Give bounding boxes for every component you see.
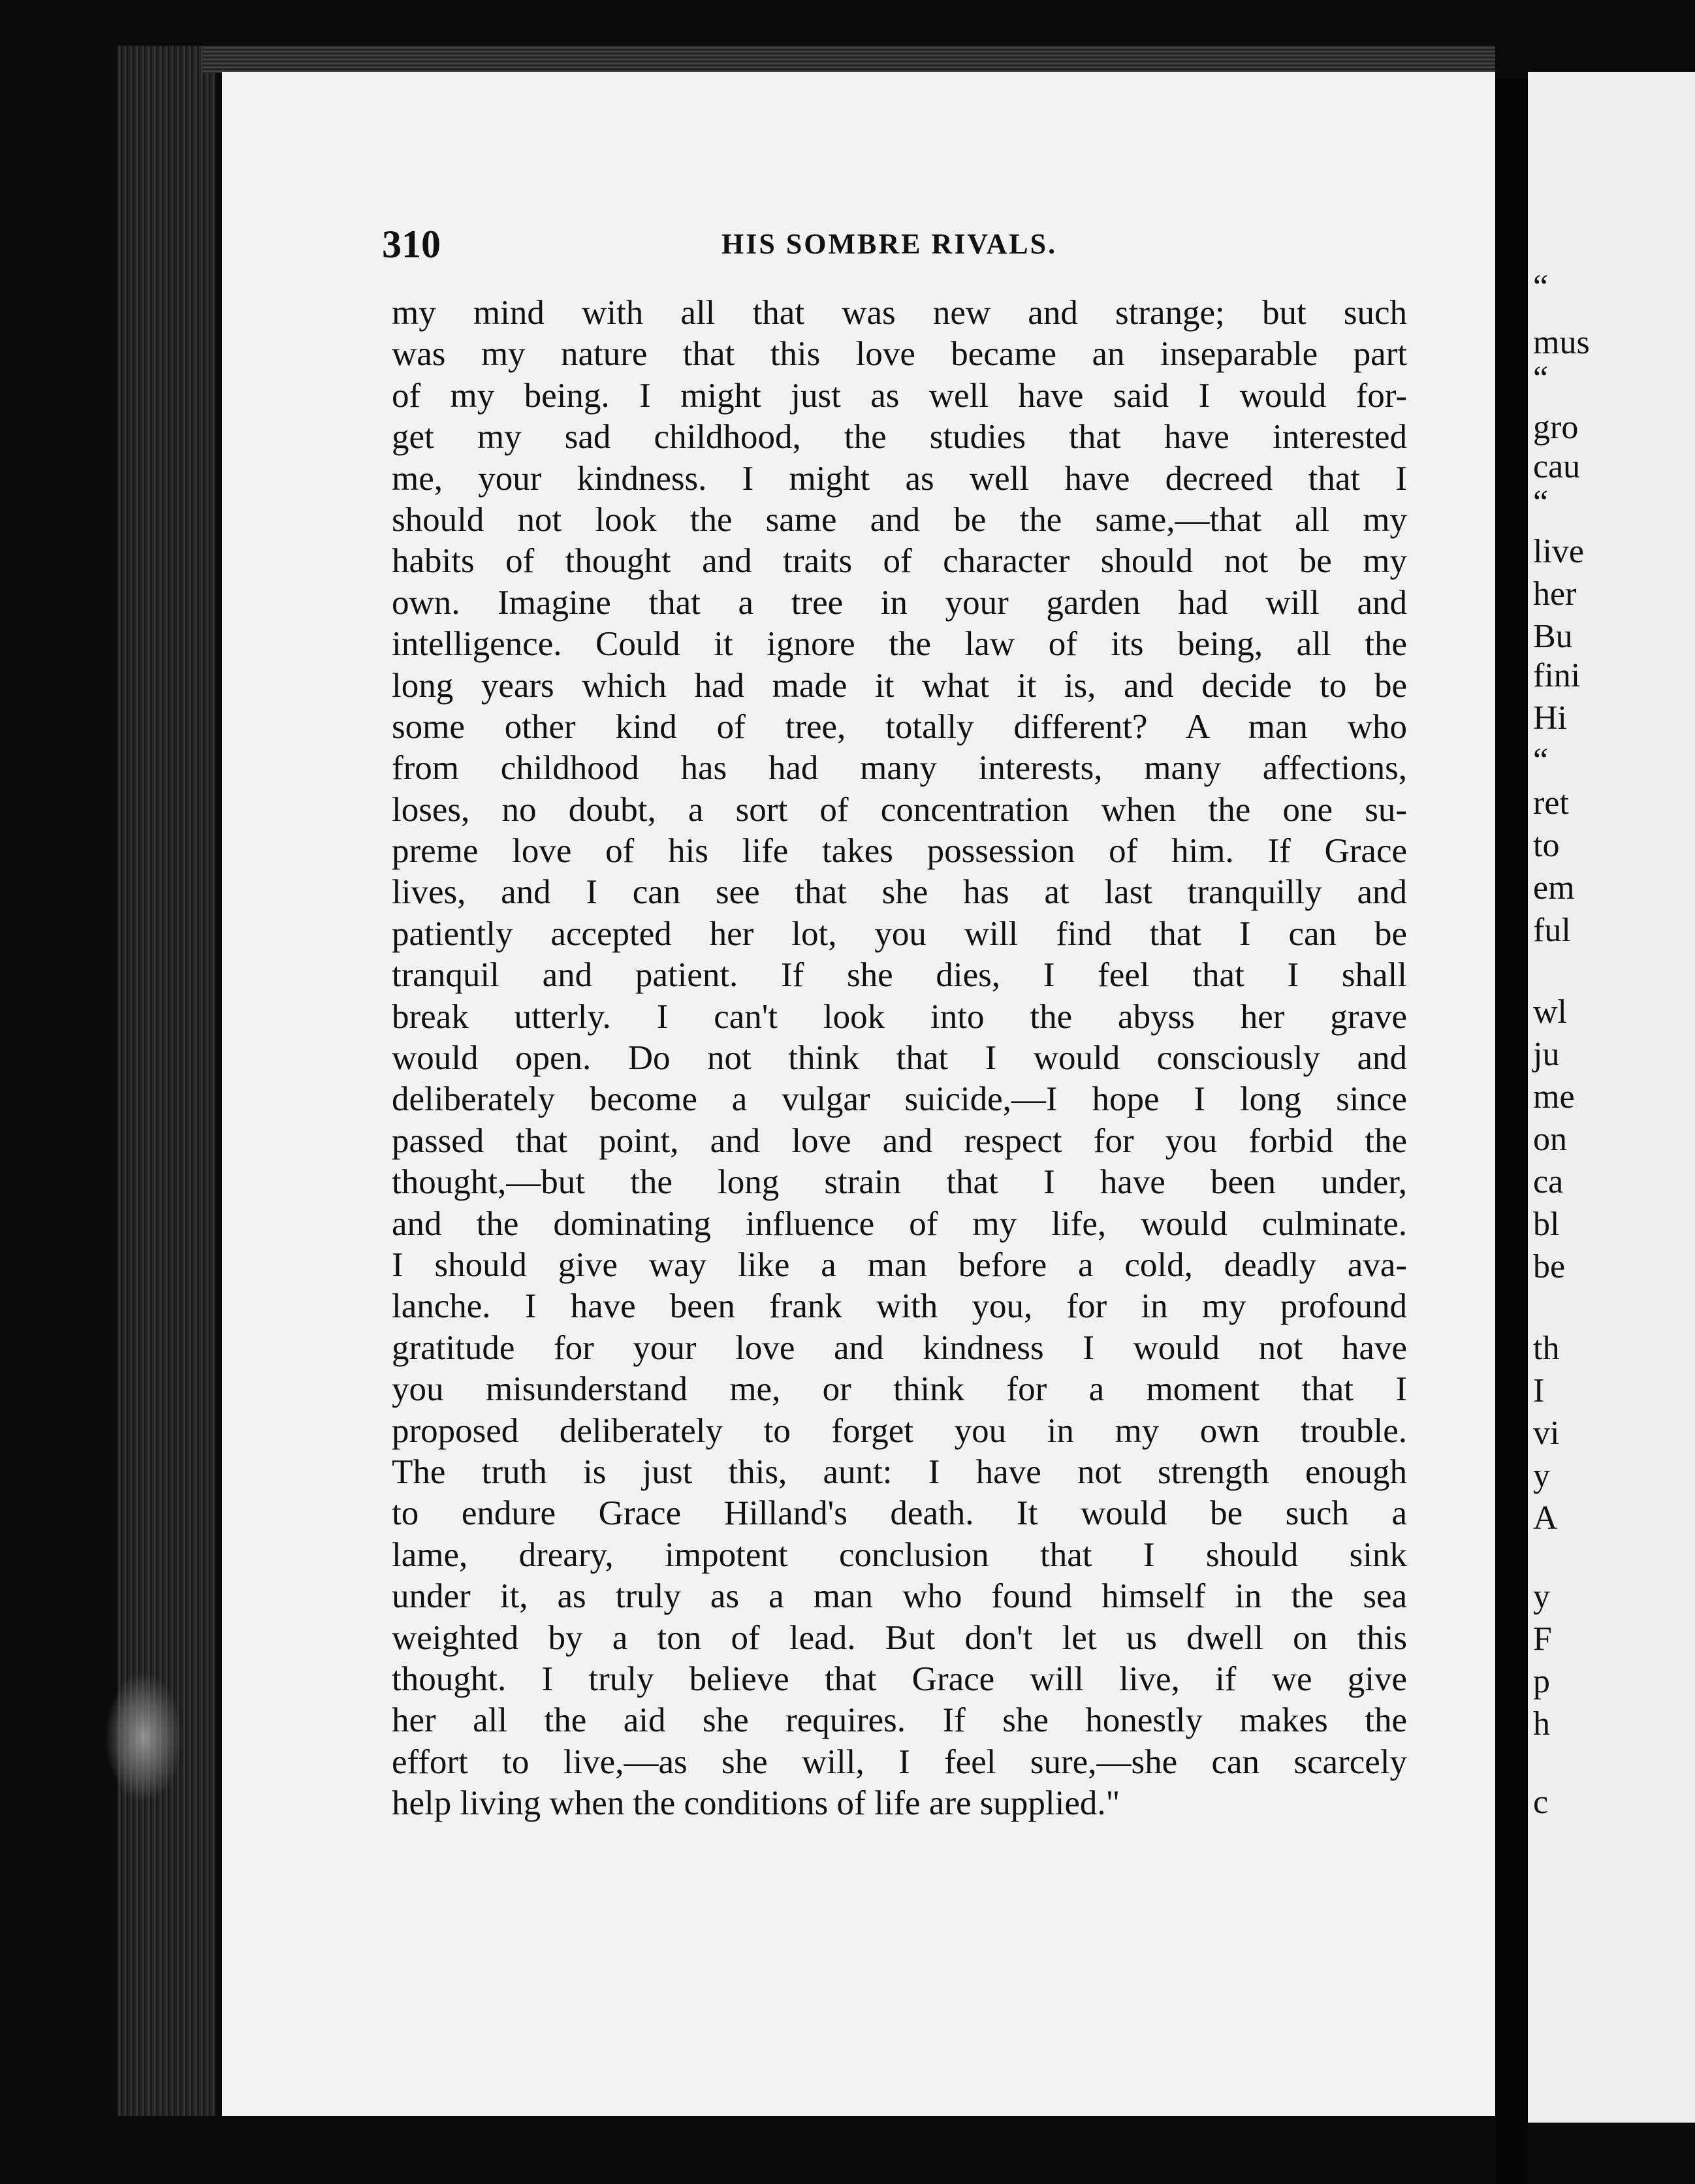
facing-page-fragment: y — [1533, 1457, 1550, 1494]
text-line: was my nature that this love became an inseparable part — [392, 335, 1407, 374]
text-line: preme love of his life takes possession of him. If Grace — [392, 832, 1407, 871]
facing-page-fragment: gro — [1533, 409, 1579, 446]
text-line: under it, as truly as a man who found himself in the sea — [392, 1577, 1407, 1616]
facing-page-fragment: h — [1533, 1705, 1550, 1742]
book-gutter — [1495, 78, 1528, 2184]
facing-page-fragment: ju — [1533, 1036, 1560, 1073]
text-line: own. Imagine that a tree in your garden had will and — [392, 583, 1407, 622]
facing-page-fragment: c — [1533, 1784, 1549, 1821]
text-line: some other kind of tree, totally different? A man who — [392, 707, 1407, 746]
body-text — [392, 293, 1407, 1824]
text-line: me, your kindness. I might as well have decreed that I — [392, 459, 1407, 498]
facing-page-fragment: me — [1533, 1078, 1575, 1116]
facing-page-fragment: “ — [1533, 360, 1549, 397]
facing-page-fragment: I — [1533, 1372, 1545, 1409]
text-line: I should give way like a man before a cold, deadly ava- — [392, 1245, 1407, 1284]
facing-page-right — [1528, 72, 1695, 2123]
page-header — [382, 222, 1407, 268]
text-line: loses, no doubt, a sort of concentration when the one su- — [392, 790, 1407, 829]
facing-page-fragment: be — [1533, 1248, 1566, 1285]
book-page-edges — [118, 46, 215, 2116]
facing-page-fragment: live — [1533, 533, 1584, 570]
facing-page-fragment: F — [1533, 1620, 1552, 1658]
facing-page-fragment: ful — [1533, 912, 1571, 949]
facing-page-fragment: ret — [1533, 784, 1569, 822]
facing-page-fragment: Bu — [1533, 618, 1573, 655]
facing-page-fragment: her — [1533, 575, 1577, 613]
text-line: passed that point, and love and respect for you forbid the — [392, 1121, 1407, 1160]
facing-page-fragment: A — [1533, 1500, 1558, 1537]
facing-page-fragment: “ — [1533, 484, 1549, 521]
text-line: break utterly. I can't look into the abyss her grave — [392, 997, 1407, 1036]
text-line: lanche. I have been frank with you, for in my profound — [392, 1287, 1407, 1326]
facing-page-fragment: th — [1533, 1330, 1560, 1367]
facing-page-fragment: “ — [1533, 742, 1549, 779]
facing-page-fragment: on — [1533, 1121, 1567, 1158]
text-line: long years which had made it what it is, and decide to be — [392, 666, 1407, 705]
text-line: thought,—but the long strain that I have been under, — [392, 1163, 1407, 1202]
running-head: HIS SOMBRE RIVALS. — [721, 228, 1058, 260]
text-line: intelligence. Could it ignore the law of its being, all the — [392, 625, 1407, 664]
text-line: help living when the conditions of life are supplied." — [392, 1784, 1120, 1823]
facing-page-fragment: “ — [1533, 268, 1549, 306]
thumb-smudge — [104, 1672, 183, 1803]
facing-page-fragment: y — [1533, 1578, 1550, 1615]
text-line: patiently accepted her lot, you will find that I can be — [392, 914, 1407, 953]
text-line: habits of thought and traits of character should not be my — [392, 542, 1407, 581]
book-top-edge — [202, 46, 1495, 73]
facing-page-fragment: Hi — [1533, 699, 1567, 737]
text-line: The truth is just this, aunt: I have not strength enough — [392, 1453, 1407, 1491]
text-line: weighted by a ton of lead. But don't let us dwell on this — [392, 1618, 1407, 1657]
text-line: effort to live,—as she will, I feel sure,—she can scarcely — [392, 1742, 1407, 1781]
text-line: to endure Grace Hilland's death. It would be such a — [392, 1494, 1407, 1533]
text-line: of my being. I might just as well have said I would for- — [392, 376, 1407, 415]
text-line: should not look the same and be the same,—that all my — [392, 500, 1407, 539]
text-line: my mind with all that was new and strange; but such — [392, 294, 1407, 332]
facing-page-fragment: vi — [1533, 1415, 1560, 1452]
facing-page-fragment: bl — [1533, 1206, 1560, 1243]
page-number: 310 — [382, 223, 441, 266]
facing-page-fragment: p — [1533, 1663, 1550, 1700]
text-line: would open. Do not think that I would consciously and — [392, 1039, 1407, 1078]
text-line: lives, and I can see that she has at last tranquilly and — [392, 873, 1407, 912]
text-line: lame, dreary, impotent conclusion that I should sink — [392, 1535, 1407, 1574]
facing-page-fragment: wl — [1533, 993, 1567, 1031]
facing-page-fragment: to — [1533, 827, 1560, 864]
text-line: and the dominating influence of my life, would culminate. — [392, 1204, 1407, 1243]
text-line: thought. I truly believe that Grace will live, if we give — [392, 1660, 1407, 1698]
text-line: deliberately become a vulgar suicide,—I hope I long since — [392, 1080, 1407, 1119]
facing-page-fragment: cau — [1533, 448, 1581, 485]
text-line: you misunderstand me, or think for a moment that I — [392, 1370, 1407, 1409]
facing-page-fragment: mus — [1533, 324, 1590, 361]
text-line: proposed deliberately to forget you in my own trouble. — [392, 1411, 1407, 1450]
facing-page-fragment: ca — [1533, 1163, 1564, 1200]
text-line: get my sad childhood, the studies that have interested — [392, 418, 1407, 457]
text-line: her all the aid she requires. If she honestly makes the — [392, 1701, 1407, 1740]
facing-page-fragment: fini — [1533, 657, 1581, 694]
text-line: from childhood has had many interests, many affections, — [392, 749, 1407, 788]
text-line: tranquil and patient. If she dies, I feel that I shall — [392, 956, 1407, 995]
facing-page-fragment: em — [1533, 869, 1575, 907]
text-line: gratitude for your love and kindness I would not have — [392, 1328, 1407, 1367]
